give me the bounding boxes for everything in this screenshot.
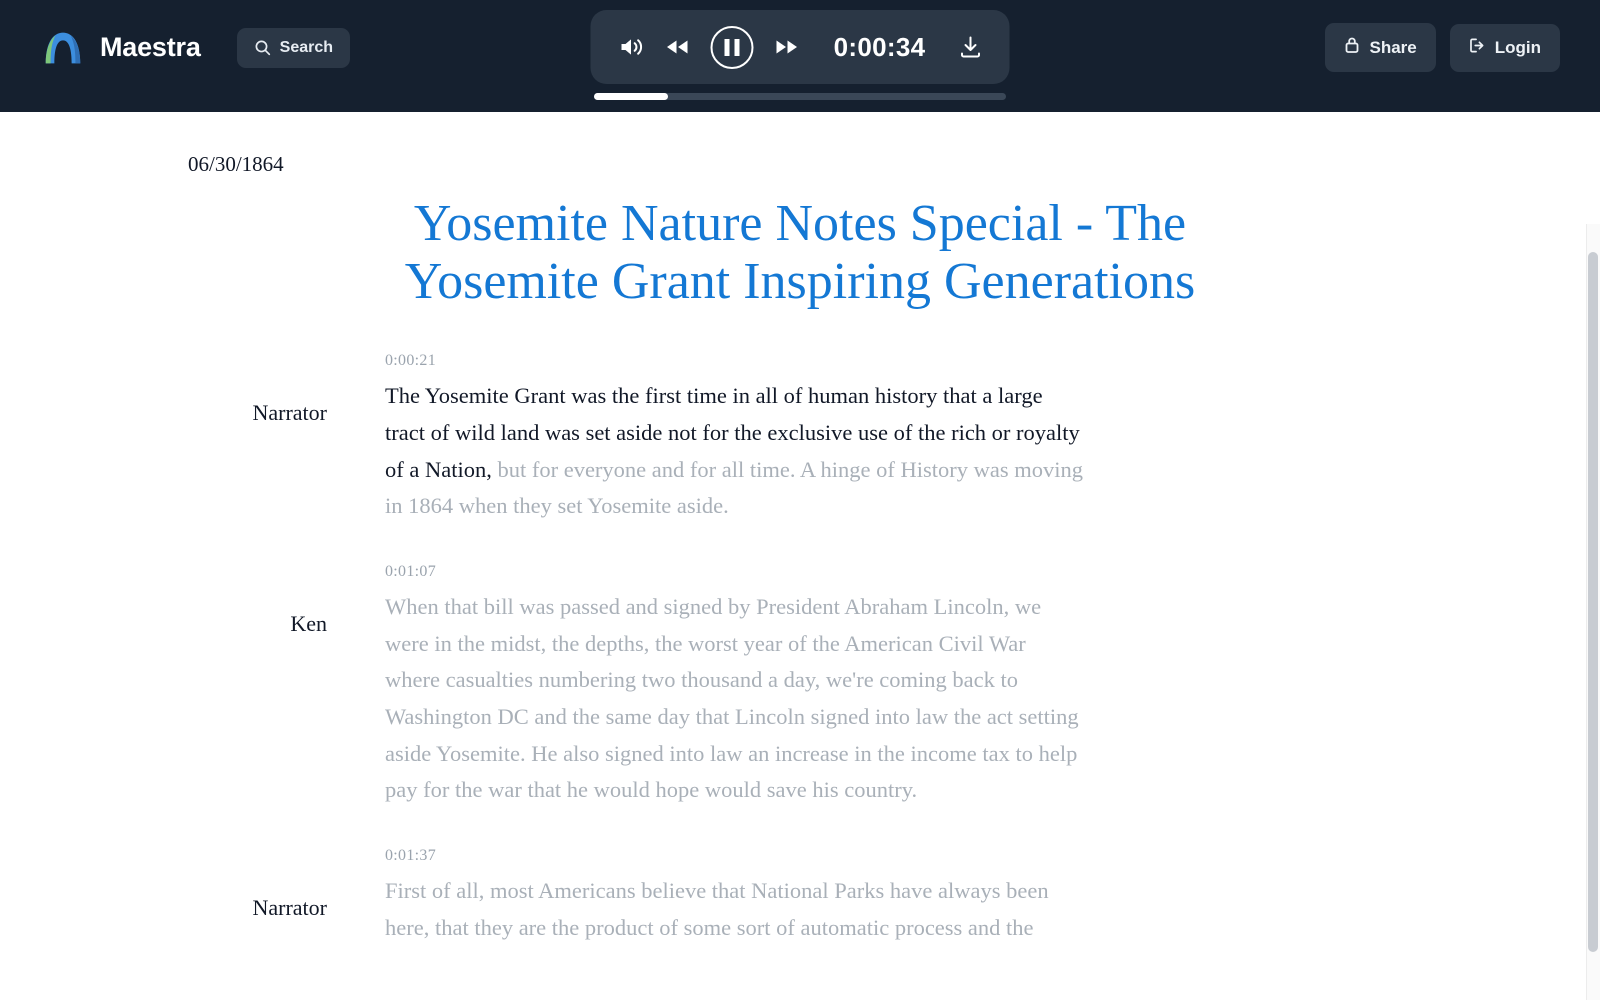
lock-icon (1344, 36, 1360, 59)
segment-text[interactable] (385, 873, 1085, 946)
transcript-page (180, 112, 1420, 947)
share-button-label: Share (1369, 37, 1417, 57)
segment-text-upcoming: When that bill was passed and signed by President Abraham Lincoln, we were in the midst, the depths, the worst year of the American Civil War where casualties numbering two thousand a day, we're coming back to Washington DC and the same day that Lincoln signed into law the act setting aside Yosemite. He also signed into law an increase in the income tax to help pay for the war that he would hope would save his country. (385, 594, 1079, 803)
pause-icon[interactable] (711, 26, 754, 69)
current-time: 0:00:34 (833, 31, 926, 62)
brand-name: Maestra (100, 32, 201, 62)
segment-text-spoken: The Yosemite Grant was the first time in all of human history that a large tract of wild land was set aside not for the exclusive use of the rich or royalty of a Nation, (385, 383, 1080, 482)
search-button-label: Search (279, 38, 334, 56)
fast-forward-icon[interactable] (772, 36, 802, 58)
playback-progress-fill (594, 93, 668, 100)
segment-text-upcoming: First of all, most Americans believe that National Parks have always been here, that they are the product of some sort of automatic process and the (385, 878, 1049, 940)
login-button-label: Login (1494, 37, 1541, 57)
transcript-segment[interactable] (180, 847, 1420, 946)
scrollbar-thumb[interactable] (1588, 252, 1598, 952)
transcript-segment[interactable] (180, 352, 1420, 525)
playback-progress-bar[interactable] (594, 93, 1006, 100)
segment-speaker: Ken (290, 611, 327, 637)
segment-text-upcoming: but for everyone and for all time. A hinge of History was moving in 1864 when they set Yosemite aside. (385, 456, 1083, 519)
segment-text[interactable] (385, 378, 1085, 525)
transcript-segment[interactable] (180, 563, 1420, 809)
segment-text[interactable] (385, 589, 1085, 809)
maestra-logo-icon[interactable] (40, 25, 86, 71)
rewind-icon[interactable] (663, 36, 693, 58)
scrollbar-track[interactable] (1586, 224, 1600, 1000)
brand (40, 25, 350, 71)
segment-speaker: Narrator (252, 400, 327, 426)
search-button[interactable] (237, 28, 350, 68)
media-player (591, 10, 1010, 84)
top-bar (0, 0, 1600, 112)
login-arrow-icon (1469, 37, 1486, 59)
page-title: Yosemite Nature Notes Special - The Yosemite Grant Inspiring Generations (404, 195, 1196, 310)
header-actions (1325, 23, 1560, 72)
transcript-area (0, 112, 1600, 1000)
segment-speaker: Narrator (252, 895, 327, 921)
segment-timestamp[interactable]: 0:01:07 (385, 563, 436, 581)
download-icon[interactable] (958, 34, 984, 60)
segment-timestamp[interactable]: 0:01:37 (385, 847, 436, 865)
document-date: 06/30/1864 (188, 152, 284, 176)
search-icon (254, 39, 271, 56)
segment-timestamp[interactable]: 0:00:21 (385, 352, 436, 370)
volume-icon[interactable] (617, 34, 645, 60)
login-button[interactable] (1450, 24, 1560, 72)
share-button[interactable] (1325, 23, 1435, 72)
